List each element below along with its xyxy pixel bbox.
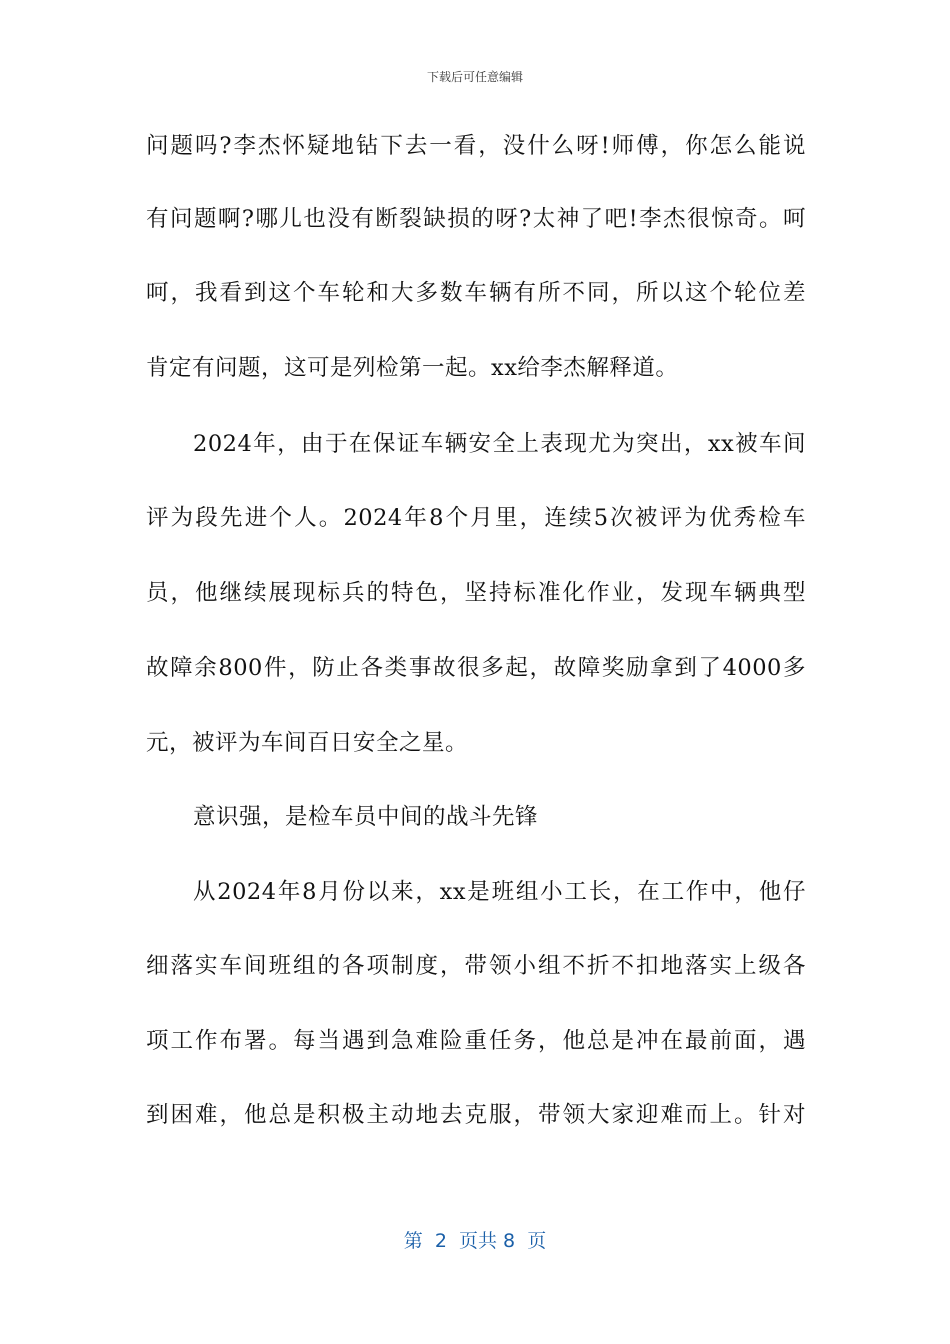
text-line: 评为段先进个人。2024年8个月里，连续5次被评为优秀检车 bbox=[146, 505, 806, 531]
paragraph-start-line: 2024年，由于在保证车辆安全上表现尤为突出，xx被车间 bbox=[193, 431, 806, 457]
text-line: 元，被评为车间百日安全之星。 bbox=[146, 730, 469, 756]
text-line: 项工作布署。每当遇到急难险重任务，他总是冲在最前面，遇 bbox=[146, 1028, 806, 1054]
text-line: 肯定有问题，这可是列检第一起。xx给李杰解释道。 bbox=[146, 355, 679, 381]
text-line: 到困难，他总是积极主动地去克服，带领大家迎难而上。针对 bbox=[146, 1102, 806, 1128]
text-line: 细落实车间班组的各项制度，带领小组不折不扣地落实上级各 bbox=[146, 953, 806, 979]
text-line: 呵，我看到这个车轮和大多数车辆有所不同，所以这个轮位差 bbox=[146, 280, 806, 306]
page-number-footer: 第 2 页共 8 页 bbox=[403, 1230, 547, 1252]
text-line: 员，他继续展现标兵的特色，坚持标准化作业，发现车辆典型 bbox=[146, 580, 806, 606]
text-line: 有问题啊?哪儿也没有断裂缺损的呀?太神了吧!李杰很惊奇。呵 bbox=[146, 206, 806, 232]
page-header-note: 下载后可任意编辑 bbox=[426, 70, 523, 84]
text-line: 故障余800件，防止各类事故很多起，故障奖励拿到了4000多 bbox=[146, 655, 806, 681]
paragraph-start-line: 从2024年8月份以来，xx是班组小工长，在工作中，他仔 bbox=[193, 879, 806, 905]
text-line: 问题吗?李杰怀疑地钻下去一看，没什么呀!师傅，你怎么能说 bbox=[146, 133, 806, 159]
section-heading-line: 意识强，是检车员中间的战斗先锋 bbox=[193, 804, 539, 830]
